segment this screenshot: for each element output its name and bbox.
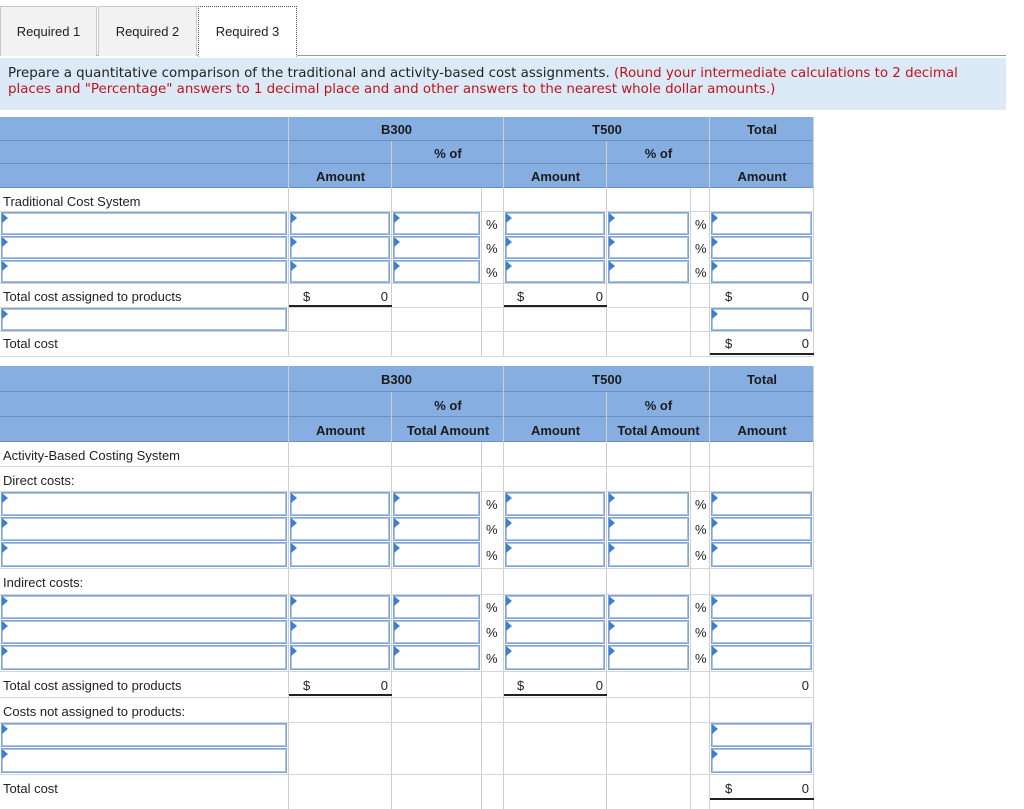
divider [813,366,814,809]
dollar-sign: $ [725,289,733,304]
table2-indirect3-t500-amount-input[interactable] [505,645,605,670]
table1-row3-total-input[interactable] [711,260,812,283]
table1-header-row-3 [0,164,814,188]
table2-indirect2-label-input[interactable] [1,620,287,644]
table2-direct2-t500-pct-input[interactable] [608,517,689,541]
divider [0,568,814,569]
table2-indirect3-t500-pct-input[interactable] [608,645,689,670]
table1-other-total-input[interactable] [711,308,812,331]
table2-direct3-t500-pct-input[interactable] [608,542,689,567]
table2-indirect2-t500-pct-input[interactable] [608,620,689,644]
table2-b300-header: B300 [380,372,413,387]
percent-sign: % [486,625,498,640]
table2-indirect3-b300-amount-input[interactable] [290,645,390,670]
table1-t500-amount-header: Amount [530,169,581,184]
percent-sign: % [486,497,498,512]
table1-section-label: Traditional Cost System [3,194,141,209]
table2-t500-total-assigned-value: 0 [595,678,603,693]
divider [0,356,814,357]
instructions-main: Prepare a quantitative comparison of the traditional and activity-based cost assignments. [8,66,610,81]
table2-indirect3-label-input[interactable] [1,645,287,670]
table2-direct1-b300-pct-input[interactable] [393,492,480,516]
table1-row2-t500-pct-input[interactable] [608,236,689,259]
total-underline [710,353,814,355]
percent-sign: % [486,265,498,280]
table2-direct3-total-input[interactable] [711,542,812,567]
table1-other-label-input[interactable] [1,308,287,331]
dollar-sign: $ [725,781,733,796]
percent-sign: % [486,651,498,666]
table2-direct1-total-input[interactable] [711,492,812,516]
table1-b300-total-assigned-value: 0 [380,289,388,304]
divider [0,671,814,672]
table1-b300-pct-header: % of [434,146,462,161]
table1-row2-t500-amount-input[interactable] [505,236,605,259]
instructions-note: (Round your intermediate calculations to 2 decimal places and "Percentage" answers to 1 decimal place and and other answers to the nearest whole dollar amounts.) [8,66,958,97]
divider [709,117,710,357]
table1-row3-b300-amount-input[interactable] [290,260,390,283]
table2-indirect1-b300-pct-input[interactable] [393,595,480,619]
table2-t500-total-amount-header: Total Amount [617,423,700,438]
table2-unassigned2-total-input[interactable] [711,748,812,773]
divider [0,774,814,775]
table1-row2-b300-amount-input[interactable] [290,236,390,259]
table2-direct2-total-input[interactable] [711,517,812,541]
table2-unassigned1-total-input[interactable] [711,723,812,747]
table1-row2-total-input[interactable] [711,236,812,259]
dollar-sign: $ [303,289,311,304]
table1-row2-label-input[interactable] [1,236,287,259]
table2-indirect1-b300-amount-input[interactable] [290,595,390,619]
dollar-sign: $ [517,289,525,304]
table2-indirect2-t500-amount-input[interactable] [505,620,605,644]
table2-direct3-b300-pct-input[interactable] [393,542,480,567]
percent-sign: % [695,522,707,537]
table1-row2-b300-pct-input[interactable] [393,236,480,259]
table2-b300-total-assigned-value: 0 [380,678,388,693]
table2-indirect2-b300-pct-input[interactable] [393,620,480,644]
table1-row1-b300-amount-input[interactable] [290,212,390,235]
table2-total-cost-label: Total cost [3,781,58,796]
total-underline [504,694,607,696]
table1-row1-total-input[interactable] [711,212,812,235]
table2-direct2-b300-amount-input[interactable] [290,517,390,541]
table1-row3-label-input[interactable] [1,260,287,283]
table1-total-header: Total [746,122,778,137]
table1-row1-t500-pct-input[interactable] [608,212,689,235]
dollar-sign: $ [517,678,525,693]
table2-indirect1-t500-amount-input[interactable] [505,595,605,619]
divider [606,392,607,809]
table2-total-amount-header: Amount [737,423,787,438]
total-underline [710,798,814,800]
divider [391,392,392,809]
table2-indirect2-b300-amount-input[interactable] [290,620,390,644]
total-underline [289,305,392,307]
divider [0,466,814,467]
table2-t500-amount-header: Amount [530,423,581,438]
table1-row3-t500-pct-input[interactable] [608,260,689,283]
table2-unassigned2-label-input[interactable] [1,748,287,773]
divider [481,442,482,809]
table2-total-assigned-label: Total cost assigned to products [3,678,182,693]
table2-indirect1-t500-pct-input[interactable] [608,595,689,619]
table1-total-cost-label: Total cost [3,336,58,351]
percent-sign: % [695,651,707,666]
table2-direct2-label-input[interactable] [1,517,287,541]
table2-direct1-b300-amount-input[interactable] [290,492,390,516]
table2-total-cost-value: 0 [801,781,809,796]
table1-row1-b300-pct-input[interactable] [393,212,480,235]
table2-unassigned1-label-input[interactable] [1,723,287,747]
table2-section-label: Activity-Based Costing System [3,448,181,463]
divider [0,697,814,698]
table2-indirect3-total-input[interactable] [711,645,812,670]
table2-total-header: Total [746,372,778,387]
dollar-sign: $ [303,678,311,693]
divider [288,117,289,357]
divider [606,141,607,357]
divider [503,117,504,357]
divider [690,442,691,809]
table2-b300-total-amount-header: Total Amount [406,423,490,438]
percent-sign: % [695,548,707,563]
table2-direct2-b300-pct-input[interactable] [393,517,480,541]
table2-direct1-label-input[interactable] [1,492,287,516]
table2-t500-header: T500 [592,372,622,387]
divider [0,283,814,284]
table2-indirect1-label-input[interactable] [1,595,287,619]
table1-total-assigned-value: 0 [801,289,809,304]
table1-b300-amount-header: Amount [315,169,366,184]
table1-row3-b300-pct-input[interactable] [393,260,480,283]
table2-indirect-costs-label: Indirect costs: [3,575,84,590]
table2-direct-costs-label: Direct costs: [3,473,75,488]
table2-indirect3-b300-pct-input[interactable] [393,645,480,670]
table1-row3-t500-amount-input[interactable] [505,260,605,283]
divider [391,141,392,357]
percent-sign: % [486,241,498,256]
table2-direct1-t500-pct-input[interactable] [608,492,689,516]
total-underline [289,694,392,696]
percent-sign: % [486,217,498,232]
divider [503,366,504,809]
table2-indirect2-total-input[interactable] [711,620,812,644]
divider [288,366,289,809]
table2-b300-pct-header: % of [434,398,462,413]
divider [813,117,814,357]
table2-t500-pct-header: % of [644,398,673,413]
percent-sign: % [695,600,707,615]
table1-total-cost-value: 0 [801,336,809,351]
table1-row1-label-input[interactable] [1,212,287,235]
percent-sign: % [695,217,707,232]
dollar-sign: $ [725,336,733,351]
table1-row1-t500-amount-input[interactable] [505,212,605,235]
percent-sign: % [695,241,707,256]
percent-sign: % [486,548,498,563]
table1-t500-total-assigned-value: 0 [595,289,603,304]
table2-indirect1-total-input[interactable] [711,595,812,619]
table2-direct3-t500-amount-input[interactable] [505,542,605,567]
total-underline [504,305,607,307]
tab-label: Required 1 [16,24,81,39]
percent-sign: % [695,265,707,280]
divider [709,366,710,809]
table2-total-assigned-value: 0 [801,678,809,693]
table2-direct3-b300-amount-input[interactable] [290,542,390,567]
table1-t500-pct-header: % of [644,146,673,161]
percent-sign: % [486,600,498,615]
table2-direct3-label-input[interactable] [1,542,287,567]
divider [0,331,814,332]
table1-total-assigned-label: Total cost assigned to products [3,289,182,304]
table1-total-amount-header: Amount [737,169,787,184]
tab-label: Required 3 [215,24,280,39]
percent-sign: % [695,625,707,640]
table1-b300-header: B300 [380,122,413,137]
percent-sign: % [695,497,707,512]
table1-t500-header: T500 [592,122,622,137]
table2-direct1-t500-amount-input[interactable] [505,492,605,516]
table2-not-assigned-label: Costs not assigned to products: [3,704,186,719]
percent-sign: % [486,522,498,537]
tab-label: Required 2 [115,24,180,39]
table2-b300-amount-header: Amount [315,423,366,438]
table2-direct2-t500-amount-input[interactable] [505,517,605,541]
